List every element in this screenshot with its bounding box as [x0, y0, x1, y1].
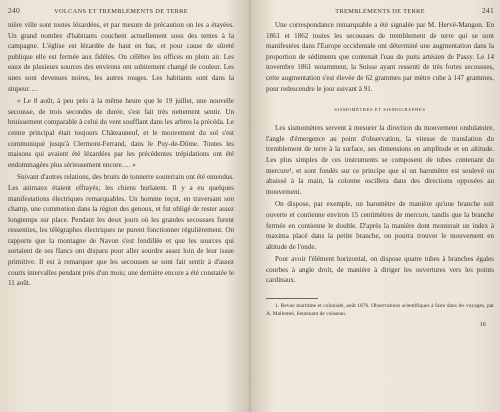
right-page-header: [266, 6, 494, 17]
left-page-number: 240: [8, 6, 20, 15]
section-title: SISMOMÈTRES ET SISMOGRAPHES: [334, 107, 426, 113]
left-paragraph: « Le 8 août, à peu près à la même heure que le 19 juillet, une nouvelle secousse, de trois secondes de durée, s'est fait très nettement sentir. Un bruissement comparable à celui du vent soufflant dans les arbres la précéda. Le centre principal était toujours Châteauneuf, et le mouvement du sol s'est communiqué jusqu'à Clermont-Ferrand, dans le Puy-de-Dôme. Toutes les maisons qui avaient été lézardées par les précédentes trépidations ont été endommagées plus sérieusement encore…. »: [8, 97, 234, 169]
footnote-block: [266, 303, 494, 318]
signature-mark: 16: [479, 321, 486, 329]
left-page-header: [8, 6, 234, 17]
left-page: [8, 6, 234, 406]
left-page-body: [8, 20, 234, 289]
left-paragraph: Suivant d'autres relations, des bruits de tonnerre souterrain ont été entendus. Les animaux étaient effrayés; les chiens hurlaient. Il y a eu quelques manifestations électriques remarquables. Un homme reçut, en traversant son champ, une commotion dans la région des genoux, et fut obligé de rester assez longtemps sur place. Pendant les deux jours où les grandes secousses furent ressenties, les télégraphes électriques ne purent fonctionner régulièrement. On rapporte que la montagne de Navon s'est fendillée et que les sources qui sortaient de ses flancs ont disparu pour aller sourdre assez loin de leur issue primitive. Il est à remarquer que les secousses se sont fait sentir à d'assez courts intervalles pendant près d'un mois; une dernière encore a été constatée le 11 août.: [8, 173, 234, 288]
right-page-number: 241: [482, 6, 494, 15]
footnote: 1. Revue maritime et coloniale, août 1876. Observations scientifiques à faire dans les voyages, par A. Mallemel, lieutenant de vaisseau.: [266, 303, 494, 317]
right-paragraph: Les sismomètres servent à mesurer la direction du mouvement ondulatoire, l'angle d'émergence au point d'observation, la vitesse de translation du tremblement de terre à la surface, ses dimensions en amplitude et en altitude. Les plus simples de ces instruments se composent de tubes contenant du mercure¹, et sont fondés sur ce principe que si un baromètre est soulevé ou abaissé à la main, la colonne oscillera dans des directions opposées au mouvement.: [266, 124, 494, 196]
right-paragraph: Pour avoir l'élément horizontal, on dispose quatre tubes à branches égales courbes à angle droit, de manière à diriger les ouvertures vers les points cardinaux.: [266, 255, 494, 285]
right-paragraph: On dispose, par exemple, un baromètre de manière qu'une branche soit ouverte et contienne environ 15 centimètres de mercure, tandis que la branche fermée en contienne le double. D'après la manière dont monterait un index à maxima placé dans la petite branche, on pourra trouver le mouvement en altitude de l'onde.: [266, 200, 494, 251]
left-running-title: VOLCANS ET TREMBLEMENTS DE TERRE: [54, 8, 188, 15]
right-running-title: TREMBLEMENTS DE TERRE: [335, 8, 425, 15]
left-paragraph: nière ville sont toutes lézardées, et par mesure de précaution on les a étayées. Un grand nombre d'habitants couchent actuellement sous des tentes à la campagne. L'église est lézardée de haut en bas, et pour cause de sûreté publique elle est fermée aux fidèles. On célèbre les offices en plein air. Les eaux de plusieurs sources des environs ont subitement changé de couleur. Les unes sont devenues noires, les autres rouges. Les habitants sont dans la stupeur….: [8, 21, 234, 93]
right-page: [266, 6, 494, 406]
right-paragraph: Une correspondance remarquable a été signalée par M. Hervé-Mangon. En 1861 et 1862 toutes les secousses de tremblement de terre qui se sont manifestées dans l'Europe occidentale ont déterminé une augmentation dans la proportion de sédiments que contenait l'eau du puits artésien de Passy. Le 14 novembre 1861 notamment, la Suisse ayant ressenti de très fortes secousses, cette augmentation s'est élevée de 62 grammes par mètre cube à 147 grammes, pour redescendre le jour suivant à 91.: [266, 21, 494, 93]
right-page-body: [266, 20, 494, 286]
footnote-rule: [266, 298, 318, 299]
